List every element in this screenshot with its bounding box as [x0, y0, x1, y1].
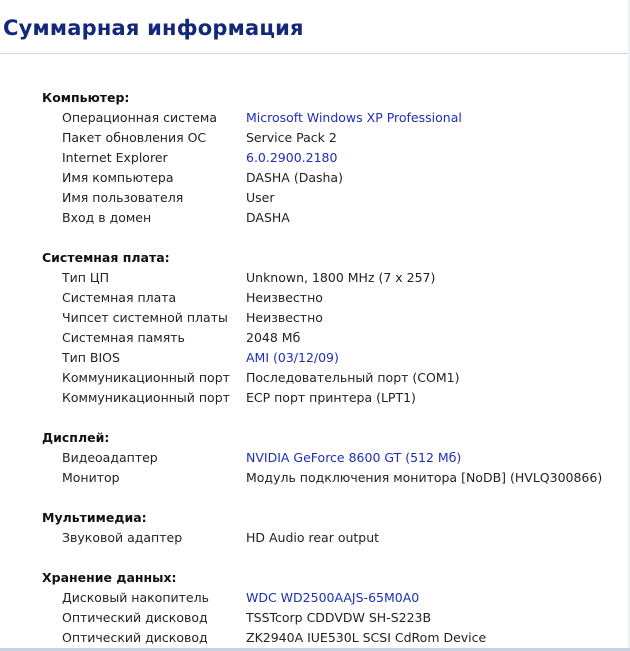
row-value-link[interactable]: AMI (03/12/09) — [246, 350, 339, 365]
info-row — [0, 128, 630, 148]
info-row — [0, 608, 630, 628]
info-row — [0, 328, 630, 348]
row-label: Тип BIOS — [62, 350, 120, 365]
info-row — [0, 208, 630, 228]
row-label: Internet Explorer — [62, 150, 168, 165]
section-header: Мультимедиа: — [42, 510, 147, 525]
row-value-link[interactable]: NVIDIA GeForce 8600 GT (512 Мб) — [246, 450, 462, 465]
section-3 — [0, 508, 630, 548]
section-1 — [0, 248, 630, 408]
title-divider — [0, 53, 630, 54]
row-value: Unknown, 1800 MHz (7 x 257) — [246, 270, 436, 285]
row-value: ZK2940A IUE530L SCSI CdRom Device — [246, 630, 487, 645]
info-row — [0, 368, 630, 388]
section-2 — [0, 428, 630, 488]
row-value: User — [246, 190, 275, 205]
info-row — [0, 188, 630, 208]
section-4 — [0, 568, 630, 648]
row-label: Тип ЦП — [62, 270, 110, 285]
section-header: Дисплей: — [42, 430, 110, 445]
row-label: Системная плата — [62, 290, 177, 305]
row-value: 2048 Мб — [246, 330, 301, 345]
row-value: DASHA — [246, 210, 290, 225]
row-label: Оптический дисковод — [62, 630, 208, 645]
info-row — [0, 148, 630, 168]
info-row — [0, 448, 630, 468]
row-label: Звуковой адаптер — [62, 530, 183, 545]
info-row — [0, 288, 630, 308]
row-label: Пакет обновления ОС — [62, 130, 207, 145]
row-value: Service Pack 2 — [246, 130, 337, 145]
row-value: ECP порт принтера (LPT1) — [246, 390, 416, 405]
row-value-link[interactable]: 6.0.2900.2180 — [246, 150, 338, 165]
info-row — [0, 468, 630, 488]
page-title: Суммарная информация — [3, 16, 304, 40]
row-label: Коммуникационный порт — [62, 370, 230, 385]
row-label: Имя компьютера — [62, 170, 174, 185]
section-header: Системная плата: — [42, 250, 170, 265]
info-row — [0, 628, 630, 648]
section-0 — [0, 88, 630, 228]
row-value: DASHA (Dasha) — [246, 170, 343, 185]
info-row — [0, 108, 630, 128]
row-label: Монитор — [62, 470, 120, 485]
row-label: Имя пользователя — [62, 190, 184, 205]
row-value: HD Audio rear output — [246, 530, 380, 545]
info-row — [0, 308, 630, 328]
row-label: Оптический дисковод — [62, 610, 208, 625]
info-row — [0, 528, 630, 548]
row-value: TSSTcorp CDDVDW SH-S223B — [246, 610, 432, 625]
info-row — [0, 168, 630, 188]
row-value: Неизвестно — [246, 290, 323, 305]
row-label: Операционная система — [62, 110, 218, 125]
row-value-link[interactable]: WDC WD2500AAJS-65M0A0 — [246, 590, 420, 605]
info-row — [0, 388, 630, 408]
row-value: Модуль подключения монитора [NoDB] (HVLQ300866) — [246, 470, 603, 485]
section-header: Компьютер: — [42, 90, 130, 105]
info-row — [0, 588, 630, 608]
row-label: Дисковый накопитель — [62, 590, 209, 605]
row-label: Вход в домен — [62, 210, 152, 225]
row-value: Последовательный порт (COM1) — [246, 370, 460, 385]
row-label: Видеоадаптер — [62, 450, 158, 465]
row-value: Неизвестно — [246, 310, 323, 325]
section-header: Хранение данных: — [42, 570, 177, 585]
summary-content — [0, 88, 630, 651]
row-label: Коммуникационный порт — [62, 390, 230, 405]
info-row — [0, 268, 630, 288]
info-row — [0, 348, 630, 368]
row-label: Системная память — [62, 330, 185, 345]
row-value-link[interactable]: Microsoft Windows XP Professional — [246, 110, 462, 125]
row-label: Чипсет системной платы — [62, 310, 228, 325]
